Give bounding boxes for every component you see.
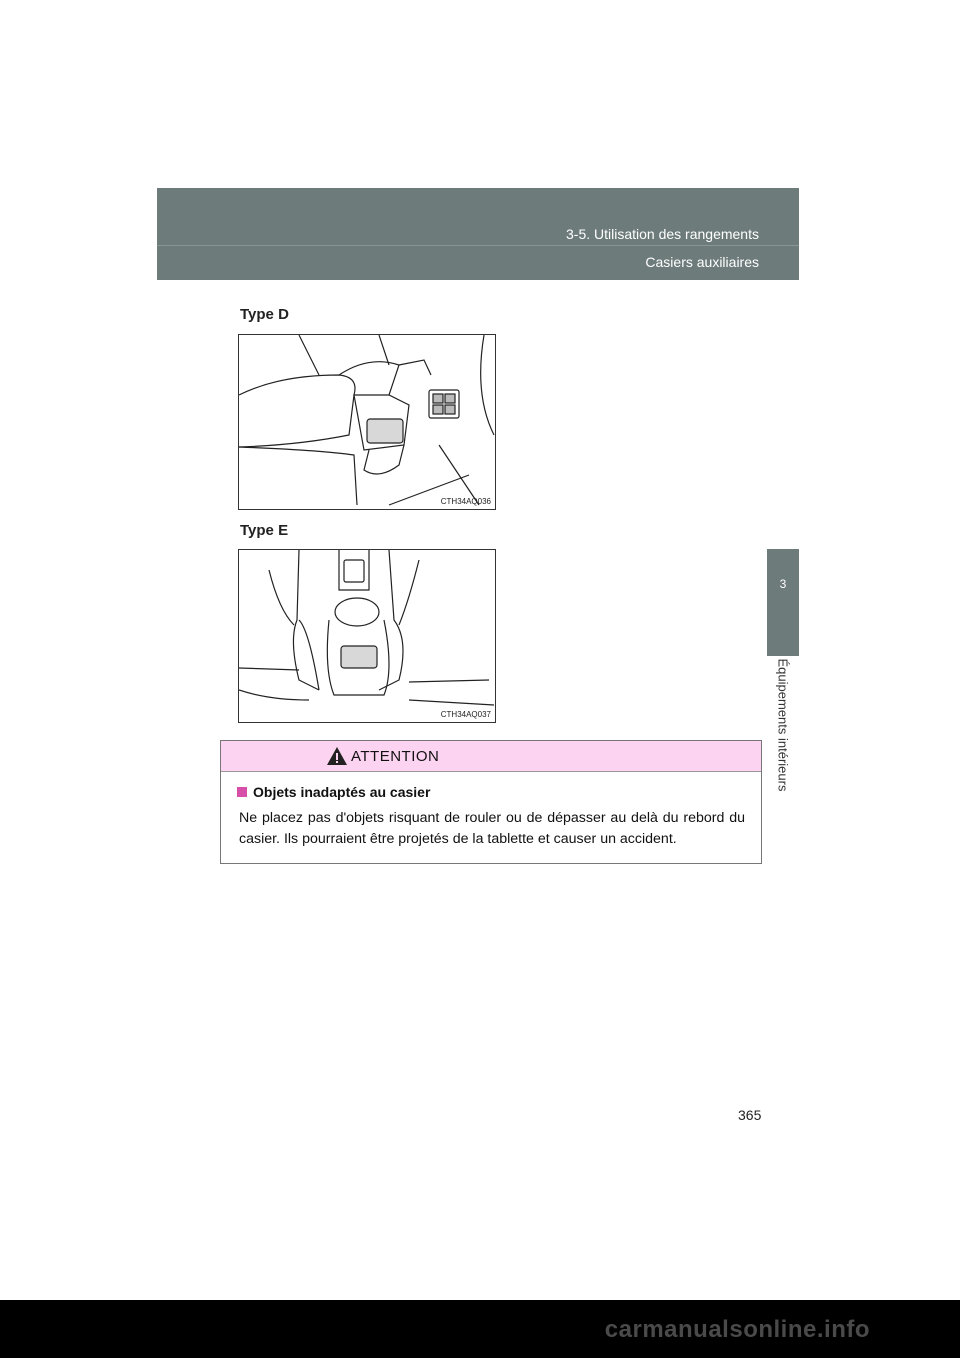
footer-bar (0, 1300, 960, 1358)
square-bullet-icon (237, 787, 247, 797)
chapter-label (770, 660, 796, 790)
warning-triangle-icon (326, 746, 348, 766)
footer-watermark: carmanualsonline.info (604, 1316, 870, 1343)
page-header (157, 188, 799, 280)
figure-type-e (238, 549, 496, 723)
chapter-title: Équipements intérieurs (775, 658, 791, 792)
subsection-title: Casiers auxiliaires (645, 254, 759, 270)
chapter-tab (767, 549, 799, 656)
console-illustration-d (239, 335, 495, 509)
figure-code: CTH34AQ036 (440, 497, 491, 506)
figure-label-type-d: Type D (240, 306, 289, 323)
warning-text: Ne placez pas d'objets risquant de rouler ou de dépasser au delà du rebord du casier. Ils pourraient être projetés de la tablette et causer un accident. (239, 810, 745, 847)
page-number: 365 (738, 1107, 762, 1123)
warning-box (220, 740, 762, 864)
warning-subtitle-text: Objets inadaptés au casier (253, 784, 431, 800)
figure-label-type-e: Type E (240, 522, 289, 539)
warning-subtitle (237, 784, 745, 800)
console-illustration-e (239, 550, 495, 722)
chapter-number: 3 (779, 577, 787, 591)
figure-type-d (238, 334, 496, 510)
figure-code: CTH34AQ037 (440, 710, 491, 719)
warning-title: ATTENTION (351, 748, 440, 765)
warning-header (221, 741, 761, 772)
header-divider (157, 245, 799, 246)
section-title: 3-5. Utilisation des rangements (566, 226, 759, 242)
